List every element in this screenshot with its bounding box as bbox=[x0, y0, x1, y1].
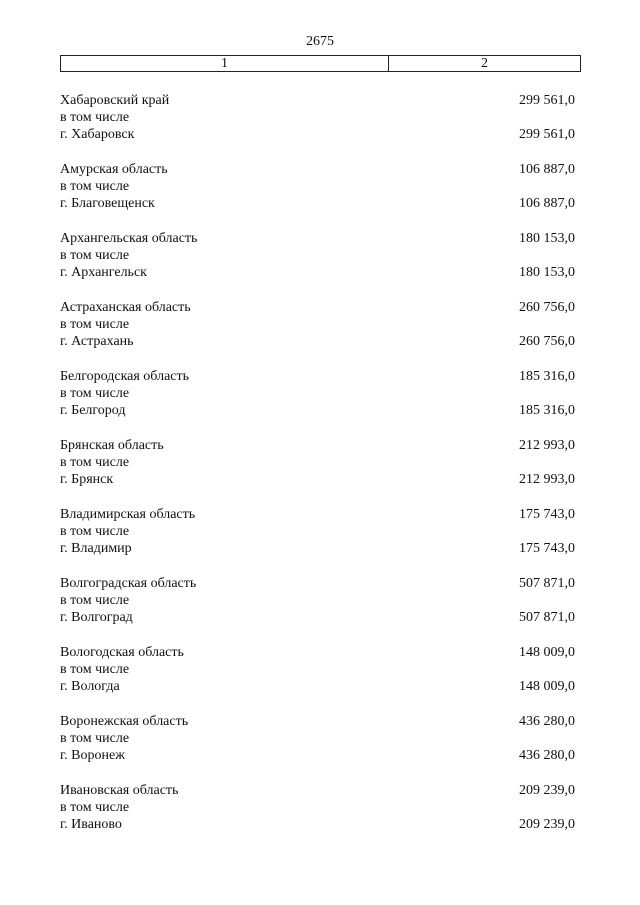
column-header-1: 1 bbox=[61, 56, 389, 71]
region-name: Воронежская область bbox=[60, 714, 189, 729]
list-item bbox=[60, 93, 575, 145]
region-amount: 180 153,0 bbox=[519, 231, 575, 246]
region-name: Ивановская область bbox=[60, 783, 179, 798]
in-that-number-label: в том числе bbox=[60, 455, 130, 470]
city-amount: 260 756,0 bbox=[519, 334, 575, 349]
in-that-number-label: в том числе bbox=[60, 317, 130, 332]
list-item bbox=[60, 507, 575, 559]
region-name: Владимирская область bbox=[60, 507, 196, 522]
region-name: Астраханская область bbox=[60, 300, 191, 315]
city-name: г. Архангельск bbox=[60, 265, 147, 280]
list-item bbox=[60, 162, 575, 214]
region-amount: 299 561,0 bbox=[519, 93, 575, 108]
in-that-number-label: в том числе bbox=[60, 731, 130, 746]
region-name: Брянская область bbox=[60, 438, 164, 453]
list-item bbox=[60, 714, 575, 766]
column-header-row bbox=[60, 55, 581, 72]
list-item bbox=[60, 231, 575, 283]
region-name: Хабаровский край bbox=[60, 93, 170, 108]
region-name: Волгоградская область bbox=[60, 576, 197, 591]
list-item bbox=[60, 576, 575, 628]
region-amount: 212 993,0 bbox=[519, 438, 575, 453]
region-amount: 148 009,0 bbox=[519, 645, 575, 660]
city-amount: 209 239,0 bbox=[519, 817, 575, 832]
region-name: Белгородская область bbox=[60, 369, 190, 384]
city-name: г. Воронеж bbox=[60, 748, 125, 763]
city-amount: 299 561,0 bbox=[519, 127, 575, 142]
in-that-number-label: в том числе bbox=[60, 248, 130, 263]
region-name: Амурская область bbox=[60, 162, 168, 177]
city-name: г. Хабаровск bbox=[60, 127, 135, 142]
list-item bbox=[60, 783, 575, 835]
in-that-number-label: в том числе bbox=[60, 524, 130, 539]
city-name: г. Иваново bbox=[60, 817, 122, 832]
city-name: г. Брянск bbox=[60, 472, 114, 487]
in-that-number-label: в том числе bbox=[60, 110, 130, 125]
city-amount: 436 280,0 bbox=[519, 748, 575, 763]
in-that-number-label: в том числе bbox=[60, 179, 130, 194]
city-amount: 507 871,0 bbox=[519, 610, 575, 625]
region-amount: 260 756,0 bbox=[519, 300, 575, 315]
in-that-number-label: в том числе bbox=[60, 386, 130, 401]
list-item bbox=[60, 300, 575, 352]
city-name: г. Вологда bbox=[60, 679, 120, 694]
region-name: Вологодская область bbox=[60, 645, 184, 660]
region-amount: 507 871,0 bbox=[519, 576, 575, 591]
city-name: г. Астрахань bbox=[60, 334, 134, 349]
region-name: Архангельская область bbox=[60, 231, 198, 246]
list-item bbox=[60, 369, 575, 421]
city-name: г. Благовещенск bbox=[60, 196, 155, 211]
in-that-number-label: в том числе bbox=[60, 662, 130, 677]
region-amount: 106 887,0 bbox=[519, 162, 575, 177]
in-that-number-label: в том числе bbox=[60, 593, 130, 608]
city-amount: 212 993,0 bbox=[519, 472, 575, 487]
page-number: 2675 bbox=[306, 34, 334, 49]
city-name: г. Белгород bbox=[60, 403, 126, 418]
in-that-number-label: в том числе bbox=[60, 800, 130, 815]
city-amount: 148 009,0 bbox=[519, 679, 575, 694]
region-amount: 436 280,0 bbox=[519, 714, 575, 729]
region-amount: 175 743,0 bbox=[519, 507, 575, 522]
city-amount: 175 743,0 bbox=[519, 541, 575, 556]
region-amount: 209 239,0 bbox=[519, 783, 575, 798]
city-amount: 106 887,0 bbox=[519, 196, 575, 211]
column-header-2: 2 bbox=[481, 55, 488, 71]
city-amount: 180 153,0 bbox=[519, 265, 575, 280]
list-item bbox=[60, 645, 575, 697]
city-amount: 185 316,0 bbox=[519, 403, 575, 418]
region-amount: 185 316,0 bbox=[519, 369, 575, 384]
city-name: г. Владимир bbox=[60, 541, 132, 556]
city-name: г. Волгоград bbox=[60, 610, 133, 625]
list-item bbox=[60, 438, 575, 490]
